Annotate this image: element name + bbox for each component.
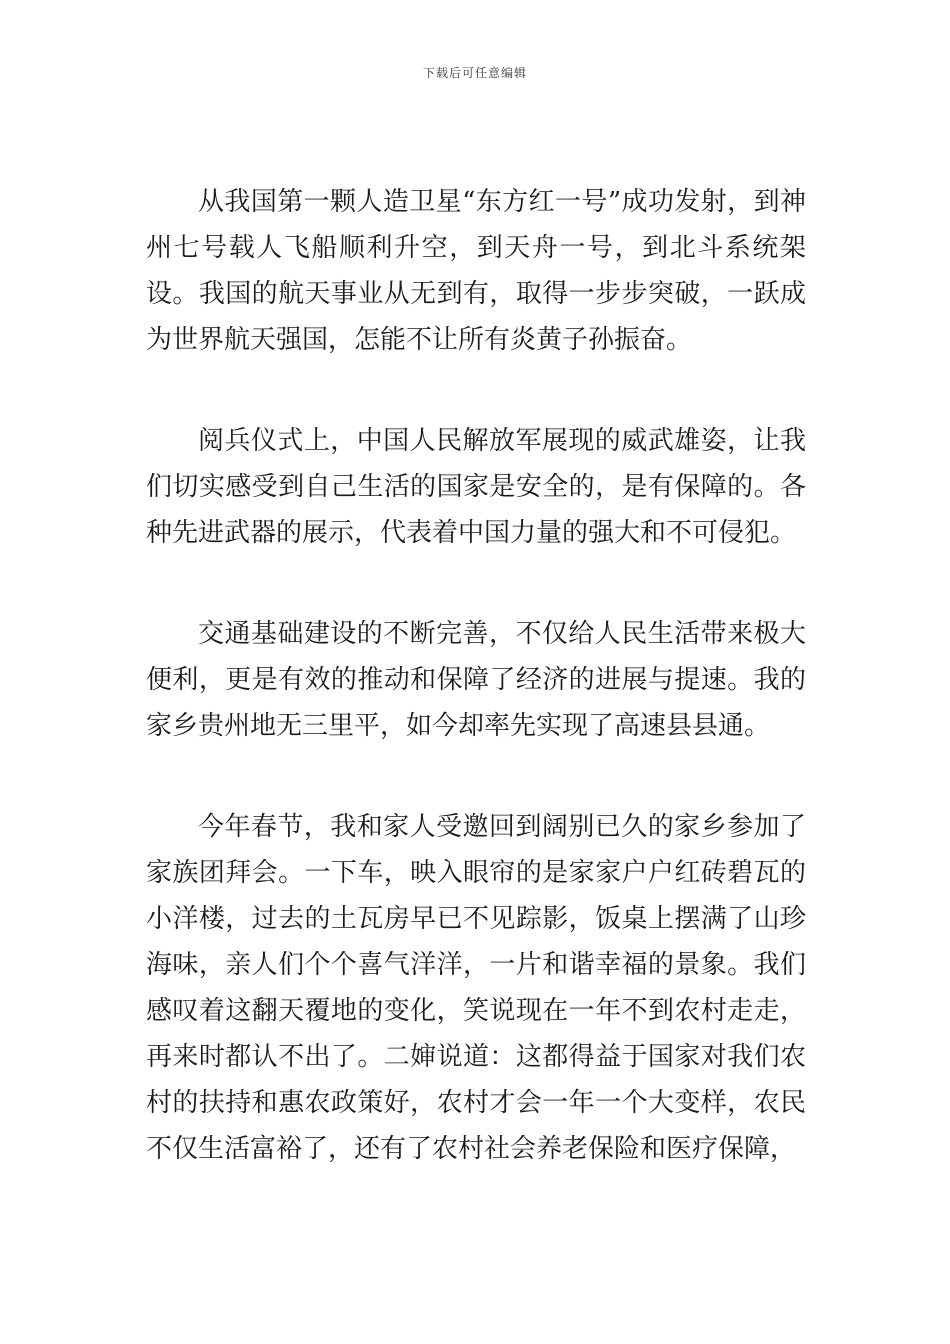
paragraph-military-parade: 阅兵仪式上，中国人民解放军展现的威武雄姿，让我们切实感受到自己生活的国家是安全的，是有保障的。各种先进武器的展示，代表着中国力量的强大和不可侵犯。: [146, 426, 806, 548]
document-body: [146, 179, 806, 1227]
paragraph-aerospace: 从我国第一颗人造卫星“东方红一号”成功发射，到神州七号载人飞船顺利升空，到天舟一号，到北斗系统架设。我国的航天事业从无到有，取得一步步突破，一跃成为世界航天强国，怎能不让所有炎黄子孙振奋。: [146, 187, 806, 355]
header-note: 下载后可任意编辑: [422, 66, 527, 80]
paragraph-spring-festival: 今年春节，我和家人受邀回到阔别已久的家乡参加了家族团拜会。一下车，映入眼帘的是家家户户红砖碧瓦的小洋楼，过去的土瓦房早已不见踪影，饭桌上摆满了山珍海味，亲人们个个喜气洋洋，一片和谐幸福的景象。我们感叹着这翻天覆地的变化，笑说现在一年不到农村走走，再来时都认不出了。二婶说道：这都得益于国家对我们农村的扶持和惠农政策好，农村才会一年一个大变样，农民不仅生活富裕了，还有了农村社会养老保险和医疗保障，: [146, 812, 806, 1164]
paragraph-transportation: 交通基础建设的不断完善，不仅给人民生活带来极大便利，更是有效的推动和保障了经济的进展与提速。我的家乡贵州地无三里平，如今却率先实现了高速县县通。: [146, 619, 806, 741]
